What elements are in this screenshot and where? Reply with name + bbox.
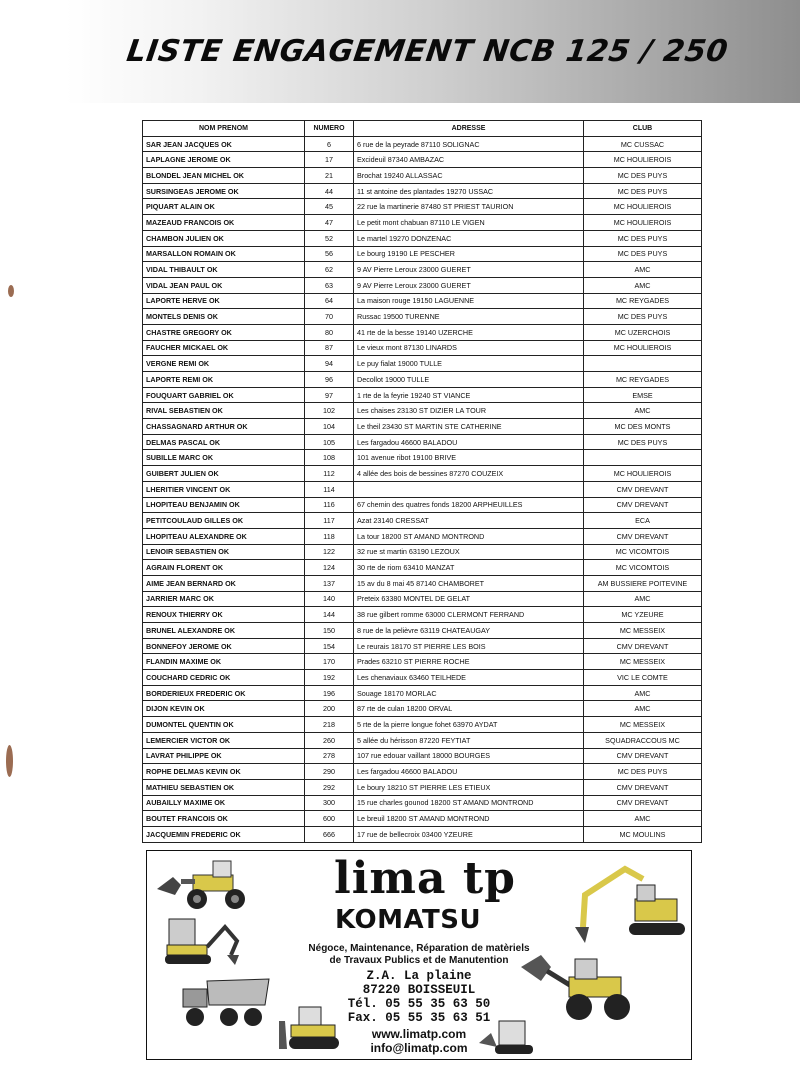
table-row <box>143 826 702 842</box>
cell-name: VIDAL JEAN PAUL OK <box>143 277 305 293</box>
wheel-loader-icon <box>153 855 261 915</box>
table-row <box>143 387 702 403</box>
cell-club: MC HOULIEROIS <box>584 340 702 356</box>
cell-name: JARRIER MARC OK <box>143 591 305 607</box>
cell-name: GUIBERT JULIEN OK <box>143 466 305 482</box>
table-row <box>143 168 702 184</box>
table-row <box>143 607 702 623</box>
table-row <box>143 183 702 199</box>
skid-steer-icon <box>477 1013 541 1057</box>
cell-number: 108 <box>305 450 354 466</box>
cell-address: La tour 18200 ST AMAND MONTROND <box>354 528 584 544</box>
ad-website[interactable]: www.limatp.com <box>371 1027 467 1041</box>
cell-address: Le bourg 19190 LE PESCHER <box>354 246 584 262</box>
cell-address: Le boury 18210 ST PIERRE LES ETIEUX <box>354 779 584 795</box>
cell-address: 5 allée du hérisson 87220 FEYTIAT <box>354 732 584 748</box>
cell-name: LAPLAGNE JEROME OK <box>143 152 305 168</box>
cell-club: CMV DREVANT <box>584 795 702 811</box>
cell-club: CMV DREVANT <box>584 638 702 654</box>
cell-number: 87 <box>305 340 354 356</box>
cell-name: AGRAIN FLORENT OK <box>143 560 305 576</box>
cell-club: MC UZERCHOIS <box>584 324 702 340</box>
cell-club: MC MESSEIX <box>584 623 702 639</box>
cell-club: MC DES PUYS <box>584 183 702 199</box>
column-header-club: CLUB <box>584 121 702 137</box>
cell-number: 170 <box>305 654 354 670</box>
table-row <box>143 764 702 780</box>
cell-address: 30 rte de riom 63410 MANZAT <box>354 560 584 576</box>
cell-name: LEMERCIER VICTOR OK <box>143 732 305 748</box>
cell-address: Les chenaviaux 63460 TEILHEDE <box>354 670 584 686</box>
cell-number: 260 <box>305 732 354 748</box>
cell-number: 94 <box>305 356 354 372</box>
table-row <box>143 717 702 733</box>
table-row <box>143 293 702 309</box>
table-row <box>143 450 702 466</box>
cell-number: 150 <box>305 623 354 639</box>
cell-name: FOUQUART GABRIEL OK <box>143 387 305 403</box>
cell-name: RENOUX THIERRY OK <box>143 607 305 623</box>
cell-name: LAVRAT PHILIPPE OK <box>143 748 305 764</box>
cell-address: 107 rue edouar vaillant 18000 BOURGES <box>354 748 584 764</box>
cell-club: MC HOULIEROIS <box>584 199 702 215</box>
ad-address-1: Z.A. La plaine <box>366 969 472 983</box>
cell-club: CMV DREVANT <box>584 481 702 497</box>
cell-club: MC MESSEIX <box>584 717 702 733</box>
cell-name: FLANDIN MAXIME OK <box>143 654 305 670</box>
cell-address: 1 rte de la feyrie 19240 ST VIANCE <box>354 387 584 403</box>
cell-number: 114 <box>305 481 354 497</box>
cell-name: DELMAS PASCAL OK <box>143 434 305 450</box>
cell-club: AMC <box>584 403 702 419</box>
cell-club: CMV DREVANT <box>584 497 702 513</box>
cell-name: CHAMBON JULIEN OK <box>143 230 305 246</box>
cell-address: Preteix 63380 MONTEL DE GELAT <box>354 591 584 607</box>
cell-name: VIDAL THIBAULT OK <box>143 262 305 278</box>
table-row <box>143 466 702 482</box>
cell-name: AUBAILLY MAXIME OK <box>143 795 305 811</box>
cell-address: 32 rue st martin 63190 LEZOUX <box>354 544 584 560</box>
cell-name: MAZEAUD FRANCOIS OK <box>143 215 305 231</box>
cell-address: 15 rue charles gounod 18200 ST AMAND MONTROND <box>354 795 584 811</box>
table-row <box>143 811 702 827</box>
cell-name: AIME JEAN BERNARD OK <box>143 575 305 591</box>
cell-number: 44 <box>305 183 354 199</box>
cell-club: VIC LE COMTE <box>584 670 702 686</box>
cell-name: LAPORTE HERVE OK <box>143 293 305 309</box>
cell-number: 124 <box>305 560 354 576</box>
cell-number: 56 <box>305 246 354 262</box>
cell-number: 52 <box>305 230 354 246</box>
cell-club: MC REYGADES <box>584 372 702 388</box>
cell-club: AMC <box>584 811 702 827</box>
table-row <box>143 497 702 513</box>
cell-number: 200 <box>305 701 354 717</box>
cell-club: MC DES PUYS <box>584 230 702 246</box>
cell-club: MC HOULIEROIS <box>584 466 702 482</box>
table-row <box>143 277 702 293</box>
cell-address: Le breuil 18200 ST AMAND MONTROND <box>354 811 584 827</box>
table-row <box>143 670 702 686</box>
table-row <box>143 779 702 795</box>
cell-name: BORDERIEUX FREDERIC OK <box>143 685 305 701</box>
cell-name: SUBILLE MARC OK <box>143 450 305 466</box>
cell-name: LHOPITEAU ALEXANDRE OK <box>143 528 305 544</box>
table-row <box>143 560 702 576</box>
cell-address: Souage 18170 MORLAC <box>354 685 584 701</box>
cell-club: MC DES PUYS <box>584 434 702 450</box>
cell-club: AMC <box>584 277 702 293</box>
cell-address: Les fargadou 46600 BALADOU <box>354 764 584 780</box>
cell-number: 102 <box>305 403 354 419</box>
cell-address: 5 rte de la pierre longue fohet 63970 AYDAT <box>354 717 584 733</box>
cell-address: 22 rue la martinerie 87480 ST PRIEST TAURION <box>354 199 584 215</box>
cell-name: LENOIR SEBASTIEN OK <box>143 544 305 560</box>
cell-number: 6 <box>305 136 354 152</box>
cell-address: 87 rte de culan 18200 ORVAL <box>354 701 584 717</box>
cell-address: Excideuil 87340 AMBAZAC <box>354 152 584 168</box>
cell-number: 104 <box>305 419 354 435</box>
cell-name: ROPHE DELMAS KEVIN OK <box>143 764 305 780</box>
cell-number: 140 <box>305 591 354 607</box>
cell-club: MC CUSSAC <box>584 136 702 152</box>
cell-club: AMC <box>584 591 702 607</box>
table-header-row <box>143 121 702 137</box>
cell-number: 97 <box>305 387 354 403</box>
cell-name: MONTELS DENIS OK <box>143 309 305 325</box>
cell-address: 9 AV Pierre Leroux 23000 GUERET <box>354 277 584 293</box>
cell-name: DIJON KEVIN OK <box>143 701 305 717</box>
cell-club: AMC <box>584 701 702 717</box>
ad-tagline-1: Négoce, Maintenance, Réparation de matèriels <box>308 943 530 954</box>
cell-address: Les chaises 23130 ST DIZIER LA TOUR <box>354 403 584 419</box>
cell-name: BOUTET FRANCOIS OK <box>143 811 305 827</box>
table-row <box>143 340 702 356</box>
cell-number: 278 <box>305 748 354 764</box>
cell-number: 63 <box>305 277 354 293</box>
excavator-icon <box>565 855 689 951</box>
cell-name: FAUCHER MICKAEL OK <box>143 340 305 356</box>
table-row <box>143 403 702 419</box>
table-row <box>143 575 702 591</box>
cell-number: 47 <box>305 215 354 231</box>
cell-club: SQUADRACCOUS MC <box>584 732 702 748</box>
cell-name: SAR JEAN JACQUES OK <box>143 136 305 152</box>
cell-name: BONNEFOY JEROME OK <box>143 638 305 654</box>
ad-fax: Fax. 05 55 35 63 51 <box>347 1011 491 1025</box>
page-title: LISTE ENGAGEMENT NCB 125 / 250 <box>124 34 731 69</box>
cell-name: PIQUART ALAIN OK <box>143 199 305 215</box>
cell-club: MC DES PUYS <box>584 168 702 184</box>
cell-number: 154 <box>305 638 354 654</box>
paper-stain <box>8 285 14 297</box>
table-row <box>143 623 702 639</box>
cell-name: CHASTRE GREGORY OK <box>143 324 305 340</box>
cell-number: 62 <box>305 262 354 278</box>
cell-number: 192 <box>305 670 354 686</box>
cell-address: 11 st antoine des plantades 19270 USSAC <box>354 183 584 199</box>
cell-number: 70 <box>305 309 354 325</box>
column-header-number: NUMERO <box>305 121 354 137</box>
table-row <box>143 591 702 607</box>
column-header-address: ADRESSE <box>354 121 584 137</box>
table-body <box>143 136 702 842</box>
ad-address-2: 87220 BOISSEUIL <box>362 983 476 997</box>
ad-partner-logo: KOMATSU <box>335 905 482 935</box>
cell-name: JACQUEMIN FREDERIC OK <box>143 826 305 842</box>
paper-stain <box>6 745 13 777</box>
table-row <box>143 215 702 231</box>
cell-club: EMSE <box>584 387 702 403</box>
cell-number: 21 <box>305 168 354 184</box>
cell-address: Le puy fialat 19000 TULLE <box>354 356 584 372</box>
cell-number: 292 <box>305 779 354 795</box>
ad-email[interactable]: info@limatp.com <box>370 1041 468 1055</box>
cell-club: AMC <box>584 262 702 278</box>
cell-address: 15 av du 8 mai 45 87140 CHAMBORET <box>354 575 584 591</box>
cell-number: 80 <box>305 324 354 340</box>
table-row <box>143 262 702 278</box>
cell-club <box>584 356 702 372</box>
ad-tagline-2: de Travaux Publics et de Manutention <box>329 955 509 966</box>
table-row <box>143 309 702 325</box>
bulldozer-icon <box>277 1001 353 1057</box>
cell-number: 600 <box>305 811 354 827</box>
cell-number: 118 <box>305 528 354 544</box>
cell-club: MC HOULIEROIS <box>584 215 702 231</box>
cell-number: 96 <box>305 372 354 388</box>
cell-address: Le petit mont chabuan 87110 LE VIGEN <box>354 215 584 231</box>
cell-address: 101 avenue ribot 19100 BRIVE <box>354 450 584 466</box>
table-row <box>143 513 702 529</box>
cell-number: 137 <box>305 575 354 591</box>
table-row <box>143 685 702 701</box>
advertisement <box>146 850 692 1060</box>
cell-address: Le martel 19270 DONZENAC <box>354 230 584 246</box>
cell-number: 116 <box>305 497 354 513</box>
cell-address: Le theil 23430 ST MARTIN STE CATHERINE <box>354 419 584 435</box>
cell-address: Brochat 19240 ALLASSAC <box>354 168 584 184</box>
table-row <box>143 748 702 764</box>
cell-club: MC DES PUYS <box>584 309 702 325</box>
cell-club: AMC <box>584 685 702 701</box>
cell-club: MC DES PUYS <box>584 246 702 262</box>
cell-club: MC VICOMTOIS <box>584 544 702 560</box>
cell-number: 290 <box>305 764 354 780</box>
cell-name: BRUNEL ALEXANDRE OK <box>143 623 305 639</box>
mini-excavator-icon <box>161 911 251 971</box>
cell-name: COUCHARD CEDRIC OK <box>143 670 305 686</box>
cell-address: Le reurais 18170 ST PIERRE LES BOIS <box>354 638 584 654</box>
cell-number: 122 <box>305 544 354 560</box>
cell-name: SURSINGEAS JEROME OK <box>143 183 305 199</box>
table-row <box>143 732 702 748</box>
entries-table <box>142 120 702 843</box>
cell-number: 666 <box>305 826 354 842</box>
table-row <box>143 136 702 152</box>
cell-address: Russac 19500 TURENNE <box>354 309 584 325</box>
dump-truck-icon <box>177 971 273 1033</box>
table-row <box>143 152 702 168</box>
cell-number: 64 <box>305 293 354 309</box>
cell-name: LAPORTE REMI OK <box>143 372 305 388</box>
cell-name: VERGNE REMI OK <box>143 356 305 372</box>
table-row <box>143 356 702 372</box>
cell-name: MARSALLON ROMAIN OK <box>143 246 305 262</box>
cell-address: 38 rue gilbert romme 63000 CLERMONT FERRAND <box>354 607 584 623</box>
cell-address <box>354 481 584 497</box>
cell-address: Les fargadou 46600 BALADOU <box>354 434 584 450</box>
cell-address: 67 chemin des quatres fonds 18200 ARPHEUILLES <box>354 497 584 513</box>
ad-brand: lima tp <box>334 853 516 904</box>
table-row <box>143 419 702 435</box>
cell-club: MC HOULIEROIS <box>584 152 702 168</box>
cell-name: DUMONTEL QUENTIN OK <box>143 717 305 733</box>
cell-number: 117 <box>305 513 354 529</box>
cell-club: MC REYGADES <box>584 293 702 309</box>
cell-address: Azat 23140 CRESSAT <box>354 513 584 529</box>
table-row <box>143 544 702 560</box>
cell-number: 196 <box>305 685 354 701</box>
table-row <box>143 324 702 340</box>
cell-address: 41 rte de la besse 19140 UZERCHE <box>354 324 584 340</box>
cell-address: La maison rouge 19150 LAGUENNE <box>354 293 584 309</box>
cell-name: MATHIEU SEBASTIEN OK <box>143 779 305 795</box>
cell-name: LHOPITEAU BENJAMIN OK <box>143 497 305 513</box>
table-row <box>143 528 702 544</box>
table-row <box>143 199 702 215</box>
table-row <box>143 795 702 811</box>
cell-address: 4 allée des bois de bessines 87270 COUZEIX <box>354 466 584 482</box>
table-row <box>143 481 702 497</box>
cell-club: MC VICOMTOIS <box>584 560 702 576</box>
cell-club: MC YZEURE <box>584 607 702 623</box>
cell-name: LHERITIER VINCENT OK <box>143 481 305 497</box>
cell-number: 17 <box>305 152 354 168</box>
cell-name: PETITCOULAUD GILLES OK <box>143 513 305 529</box>
cell-name: CHASSAGNARD ARTHUR OK <box>143 419 305 435</box>
cell-number: 45 <box>305 199 354 215</box>
cell-name: BLONDEL JEAN MICHEL OK <box>143 168 305 184</box>
cell-address: Decollot 19000 TULLE <box>354 372 584 388</box>
cell-club: ECA <box>584 513 702 529</box>
table-row <box>143 434 702 450</box>
cell-club: MC MESSEIX <box>584 654 702 670</box>
cell-club: MC DES MONTS <box>584 419 702 435</box>
cell-address: Le vieux mont 87130 LINARDS <box>354 340 584 356</box>
cell-number: 105 <box>305 434 354 450</box>
cell-number: 218 <box>305 717 354 733</box>
table-row <box>143 246 702 262</box>
cell-club: CMV DREVANT <box>584 779 702 795</box>
cell-address: 17 rue de bellecroix 03400 YZEURE <box>354 826 584 842</box>
table-row <box>143 701 702 717</box>
table-row <box>143 654 702 670</box>
cell-club: MC MOULINS <box>584 826 702 842</box>
table-row <box>143 638 702 654</box>
cell-address: Prades 63210 ST PIERRE ROCHE <box>354 654 584 670</box>
cell-club <box>584 450 702 466</box>
table-row <box>143 372 702 388</box>
cell-club: MC DES PUYS <box>584 764 702 780</box>
column-header-name: NOM PRENOM <box>143 121 305 137</box>
ad-phone: Tél. 05 55 35 63 50 <box>347 997 491 1011</box>
cell-address: 6 rue de la peyrade 87110 SOLIGNAC <box>354 136 584 152</box>
cell-address: 8 rue de la pelièvre 63119 CHATEAUGAY <box>354 623 584 639</box>
cell-number: 112 <box>305 466 354 482</box>
cell-club: CMV DREVANT <box>584 528 702 544</box>
cell-club: CMV DREVANT <box>584 748 702 764</box>
cell-club: AM BUSSIERE POITEVINE <box>584 575 702 591</box>
cell-name: RIVAL SEBASTIEN OK <box>143 403 305 419</box>
cell-address: 9 AV Pierre Leroux 23000 GUERET <box>354 262 584 278</box>
table-row <box>143 230 702 246</box>
cell-number: 144 <box>305 607 354 623</box>
cell-number: 300 <box>305 795 354 811</box>
